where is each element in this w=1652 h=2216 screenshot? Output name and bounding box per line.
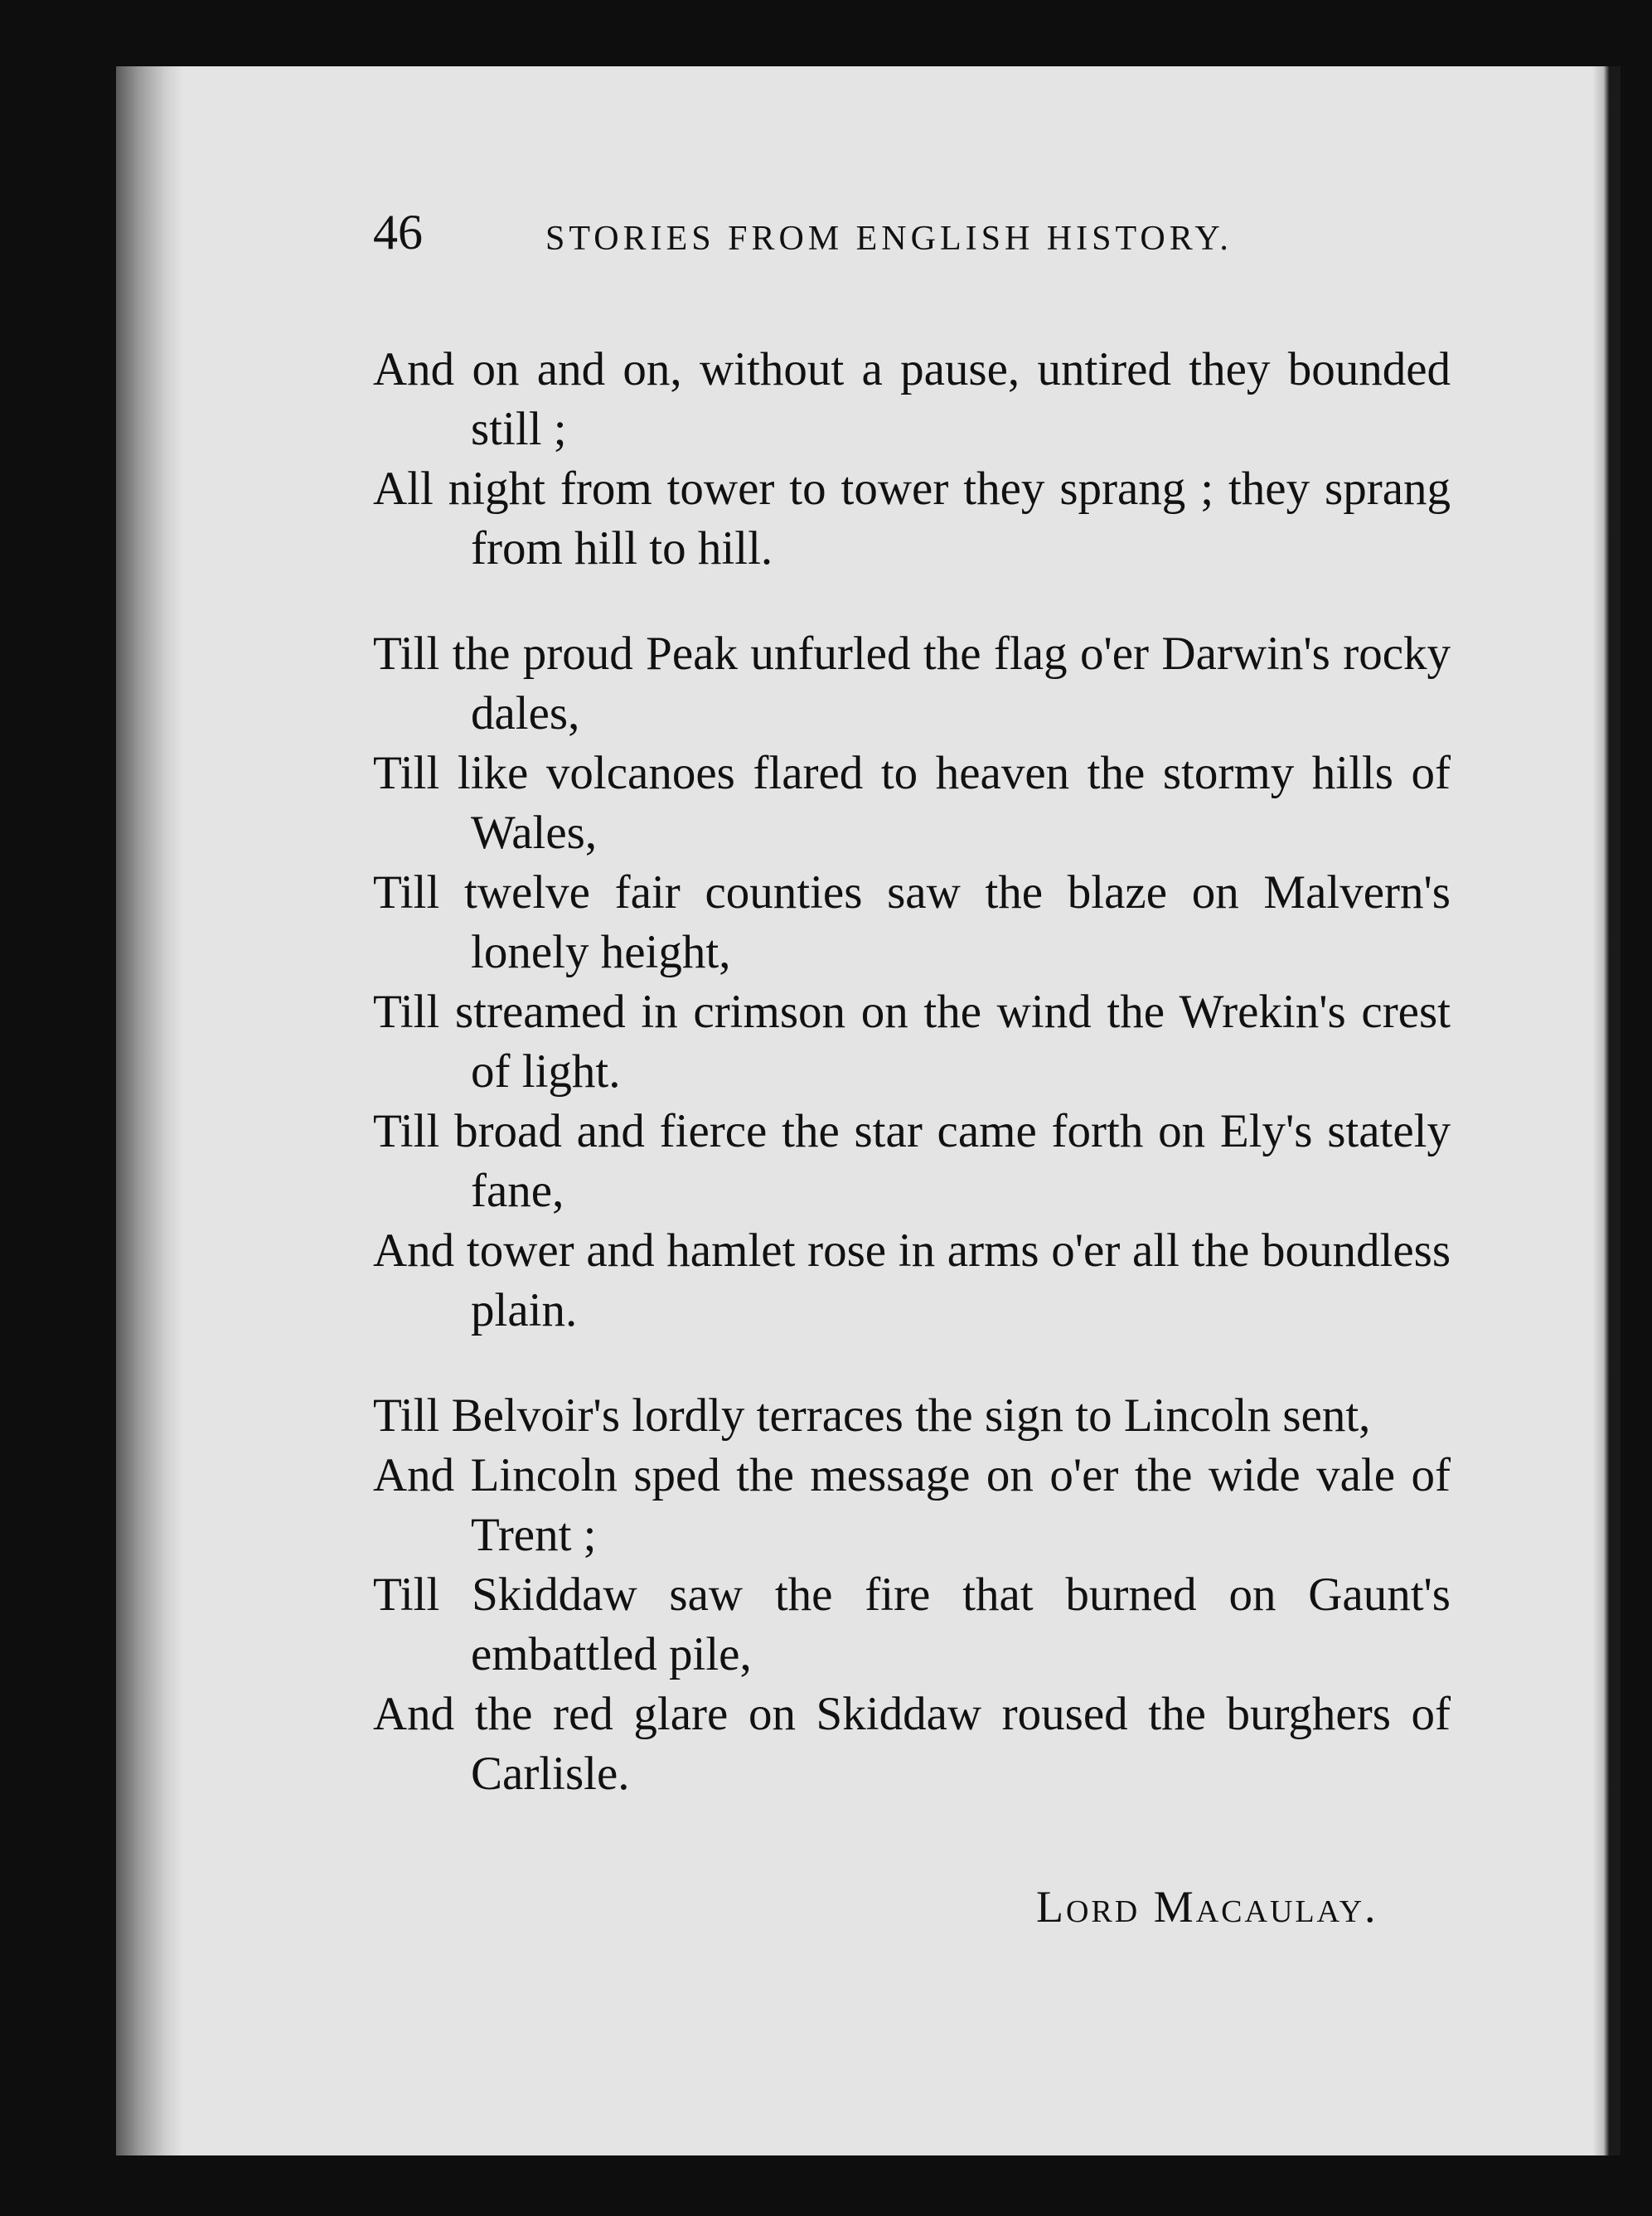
running-head: STORIES FROM ENGLISH HISTORY. (545, 220, 1233, 258)
page-edge (1592, 66, 1621, 2155)
verse-line: Till like volcanoes flared to heaven the stormy hills of Wales, (373, 747, 1451, 859)
verse-line: And Lincoln sped the message on o'er the wide vale of Trent ; (373, 1449, 1451, 1561)
page-header (373, 195, 1451, 269)
stanza (373, 624, 1451, 1341)
verse-line: And on and on, without a pause, untired they bounded still ; (373, 343, 1451, 455)
verse-line: Till twelve fair counties saw the blaze on Malvern's lonely height, (373, 866, 1451, 978)
spine-shadow (116, 66, 182, 2155)
verse-line: Till streamed in crimson on the wind the Wrekin's crest of light. (373, 986, 1451, 1098)
page-number: 46 (373, 205, 423, 259)
verse-line: And the red glare on Skiddaw roused the burghers of Carlisle. (373, 1688, 1451, 1800)
verse-line: And tower and hamlet rose in arms o'er all the boundless plain. (373, 1224, 1451, 1336)
verse-line: Till Skiddaw saw the fire that burned on Gaunt's embattled pile, (373, 1569, 1451, 1680)
poem-attribution: Lord Macaulay. (1036, 1882, 1378, 1932)
verse-line: All night from tower to tower they sprang ; they sprang from hill to hill. (373, 463, 1451, 575)
stanza (373, 1386, 1451, 1804)
verse-line: Till Belvoir's lordly terraces the sign to Lincoln sent, (373, 1389, 1371, 1442)
poem (373, 340, 1451, 1850)
verse-line: Till broad and fierce the star came forth on Ely's stately fane, (373, 1105, 1451, 1217)
verse-line: Till the proud Peak unfurled the flag o'er Darwin's rocky dales, (373, 628, 1451, 739)
book-page (116, 66, 1621, 2155)
stanza (373, 340, 1451, 579)
